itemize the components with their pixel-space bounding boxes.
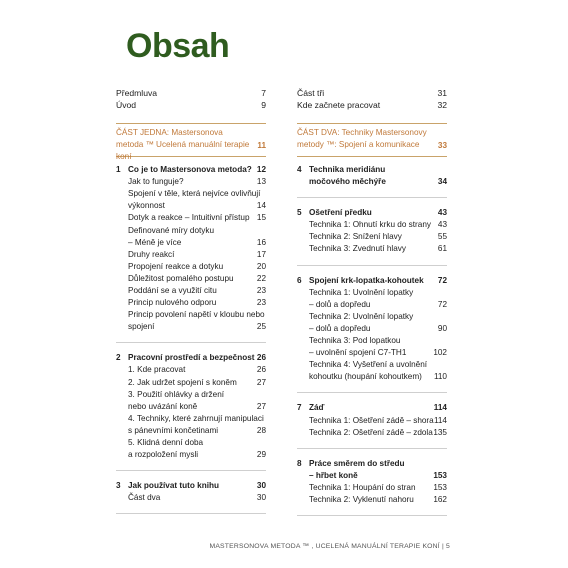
part-heading[interactable] (297, 123, 447, 157)
toc-page-number: 27 (256, 377, 266, 387)
toc-entry-title[interactable]: spojení (128, 322, 155, 332)
toc-entry-title[interactable]: – hřbet koně (309, 470, 358, 480)
toc-entry-title[interactable]: Část dva (128, 493, 161, 503)
toc-page-number: 23 (256, 298, 266, 308)
toc-page-number: 9 (261, 100, 266, 110)
toc-page-number: 72 (437, 275, 447, 285)
toc-entry-title[interactable]: Technika 4: Vyšetření a uvolnění (309, 360, 428, 370)
toc-entry-title[interactable]: 5. Klidná denní doba (128, 438, 204, 448)
toc-page-number: 15 (256, 213, 266, 223)
toc-entry-title: Část tři (297, 88, 325, 98)
toc-left-column (116, 88, 266, 514)
toc-entry-title[interactable]: Propojení reakce a dotyku (128, 261, 224, 271)
part-title: ČÁST JEDNA: Mastersonova metoda ™ Ucelená manuální terapie koní (116, 128, 250, 161)
toc-page-number: 28 (256, 425, 266, 435)
chapter-number: 2 (116, 353, 121, 363)
toc-page-number: 90 (437, 323, 447, 333)
toc-entry-title[interactable]: Technika 1: Ošetření zádě – shora (309, 415, 434, 425)
toc-entry-title[interactable]: Spojení v těle, která nejvíce ovlivňují (128, 189, 261, 199)
part-page-number: 11 (257, 141, 266, 150)
toc-entry-title[interactable]: Definované míry dotyku (128, 225, 215, 235)
toc-entry-title[interactable]: Co je to Mastersonova metoda? (128, 165, 252, 174)
toc-entry-title[interactable]: Poddání se a využití citu (128, 286, 217, 295)
chapter-number: 4 (297, 165, 302, 174)
toc-page-number: 22 (256, 273, 266, 283)
toc-page-number: 12 (256, 165, 266, 174)
toc-page-number: 29 (256, 450, 266, 460)
toc-entry-title[interactable]: Princip nulového odporu (128, 298, 217, 308)
toc-entry-title: Kde začnete pracovat (297, 100, 381, 110)
toc-entry-title[interactable]: kohoutku (houpání kohoutkem) (309, 372, 422, 382)
toc-page-number: 34 (437, 177, 447, 187)
toc-right-column (297, 88, 447, 516)
toc-entry-title[interactable]: – dolů a dopředu (309, 299, 371, 309)
toc-entry-title[interactable]: výkonnost (128, 201, 165, 211)
toc-entry-title[interactable]: 4. Techniky, které zahrnují manipulaci (128, 413, 264, 423)
toc-entry-title[interactable]: Princip povolení napětí v kloubu nebo (128, 310, 265, 320)
toc-page-number: 30 (256, 493, 266, 503)
chapter-number: 5 (297, 208, 302, 218)
toc-page-number: 162 (433, 495, 447, 505)
toc-entry[interactable] (116, 100, 266, 112)
toc-page-number: 26 (256, 365, 266, 375)
toc-entry-title[interactable]: Technika 2: Snížení hlavy (309, 232, 402, 242)
toc-entry-title[interactable]: močového měchýře (309, 177, 386, 187)
toc-entry-title[interactable]: Technika 1: Uvolnění lopatky (309, 287, 414, 297)
toc-entry-title[interactable]: Technika 3: Zvednutí hlavy (309, 244, 406, 254)
toc-entry-title[interactable]: Jak to funguje? (128, 177, 184, 187)
toc-page-number: 17 (256, 249, 266, 259)
toc-page-number: 102 (433, 348, 447, 358)
toc-entry-title[interactable]: a rozpoložení mysli (128, 450, 199, 460)
toc-page-number: 153 (433, 470, 447, 480)
toc-page-number: 43 (437, 220, 447, 230)
toc-page-number: 114 (433, 415, 447, 425)
toc-page-number: 25 (256, 322, 266, 332)
toc-entry-title[interactable]: Technika 2: Ošetření zádě – zdola (309, 427, 433, 437)
chapter-number: 8 (297, 458, 302, 468)
toc-page-number: 32 (437, 100, 447, 110)
toc-entry-title[interactable]: Dotyk a reakce – Intuitivní přístup (128, 213, 250, 223)
toc-page-number: 30 (256, 481, 266, 491)
toc-entry-title[interactable]: – uvolnění spojení C7-TH1 (309, 348, 407, 358)
chapter-block (116, 353, 266, 471)
chapter-block (116, 481, 266, 514)
toc-page-number: 16 (256, 237, 266, 247)
toc-page-number: 61 (437, 244, 447, 254)
toc-page-number: 153 (433, 482, 447, 492)
chapter-number: 3 (116, 481, 121, 491)
toc-page-number: 31 (437, 88, 447, 98)
toc-page-number: 23 (256, 286, 266, 295)
toc-entry[interactable] (297, 88, 447, 100)
toc-entry-title[interactable]: Technika 3: Pod lopatkou (309, 336, 401, 346)
page-footer: MASTERSONOVA METODA ™ , UCELENÁ MANUÁLNÍ TERAPIE KONÍ | 5 (209, 543, 450, 550)
toc-entry[interactable] (297, 100, 447, 112)
toc-entry-title[interactable]: nebo uvázání koně (128, 401, 198, 411)
part-page-number: 33 (437, 141, 447, 150)
toc-entry-title[interactable]: Záď (309, 403, 325, 413)
toc-page-number: 72 (437, 299, 447, 309)
toc-entry-title[interactable]: Jak používat tuto knihu (128, 481, 219, 491)
toc-entry-title[interactable]: Práce směrem do středu (309, 458, 405, 468)
toc-entry-title[interactable]: Spojení krk-lopatka-kohoutek (309, 275, 424, 285)
toc-page-number: 20 (256, 261, 266, 271)
chapter-number: 7 (297, 403, 302, 413)
toc-entry-title: Úvod (116, 100, 137, 110)
toc-page-number: 27 (256, 401, 266, 411)
chapter-block (297, 459, 447, 516)
chapter-block (297, 403, 447, 448)
toc-entry-title[interactable]: s pánevními končetinami (128, 425, 219, 435)
toc-entry-title[interactable]: Technika meridiánu (309, 165, 386, 174)
toc-page-number: 135 (433, 427, 447, 437)
toc-entry-title[interactable]: Technika 1: Ohnutí krku do strany (309, 220, 431, 230)
part-title: ČÁST DVA: Techniky Mastersonovy metody ™: Spojení a komunikace (297, 128, 427, 149)
page-title: Obsah (126, 27, 230, 65)
toc-page-number: 43 (437, 208, 447, 218)
chapter-number: 1 (116, 165, 121, 174)
toc-entry-title[interactable]: Technika 2: Uvolnění lopatky (309, 311, 414, 321)
toc-entry[interactable] (116, 88, 266, 100)
toc-page-number: 110 (433, 372, 447, 382)
toc-entry-title[interactable]: Důležitost pomalého postupu (128, 273, 234, 283)
toc-entry-title[interactable]: Ošetření předku (309, 208, 372, 218)
part-heading[interactable] (116, 123, 266, 161)
chapter-block (297, 208, 447, 265)
chapter-block (116, 165, 266, 343)
toc-entry-title[interactable]: – Méně je více (128, 237, 182, 247)
toc-entry-title[interactable]: Pracovní prostředí a bezpečnost (128, 353, 255, 363)
toc-entry-title[interactable]: – dolů a dopředu (309, 323, 371, 333)
chapter-block (297, 276, 447, 394)
toc-page-number: 114 (433, 403, 447, 413)
toc-entry-title[interactable]: Technika 1: Houpání do stran (309, 482, 416, 492)
toc-page-number: 26 (256, 353, 266, 363)
toc-entry-title: Předmluva (116, 88, 158, 98)
toc-entry-title[interactable]: Druhy reakcí (128, 249, 175, 259)
toc-entry-title[interactable]: 3. Použití ohlávky a držení (128, 389, 225, 399)
toc-entry-title[interactable]: 1. Kde pracovat (128, 365, 186, 375)
toc-entry-title[interactable]: Technika 2: Vyklenutí nahoru (309, 495, 414, 505)
chapter-block (297, 165, 447, 198)
toc-page-number: 7 (261, 88, 266, 98)
toc-page-number: 55 (437, 232, 447, 242)
toc-page-number: 14 (256, 201, 266, 211)
chapter-number: 6 (297, 275, 302, 285)
toc-entry-title[interactable]: 2. Jak udržet spojení s koněm (128, 377, 237, 387)
toc-page-number: 13 (256, 177, 266, 187)
